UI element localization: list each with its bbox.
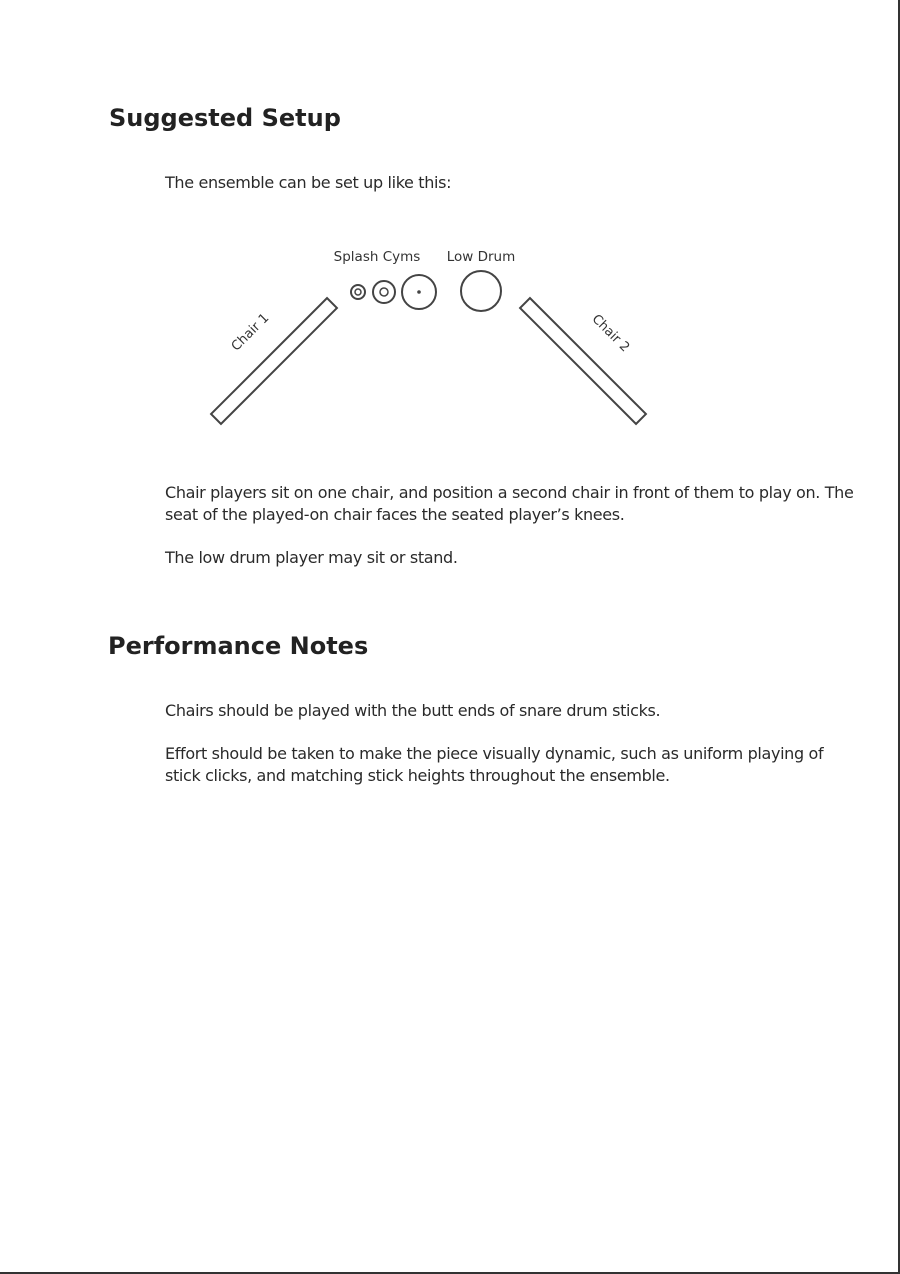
chair-2-label: Chair 2 bbox=[588, 311, 633, 356]
chair-2-shape bbox=[520, 298, 646, 424]
butt-ends-text: Chairs should be played with the butt ends of snare drum sticks. bbox=[165, 701, 661, 720]
low-drum-shape bbox=[461, 271, 501, 311]
splash-cyms-label: Splash Cyms bbox=[333, 249, 421, 265]
setup-intro-text: The ensemble can be set up like this: bbox=[165, 173, 452, 192]
suggested-setup-heading: Suggested Setup bbox=[109, 104, 341, 132]
low-drum-label: Low Drum bbox=[446, 249, 516, 265]
splash-cymbal-small bbox=[351, 285, 365, 299]
visually-dynamic-text: Effort should be taken to make the piece visually dynamic, such as uniform playing of stick clicks, and matching stick heights throughout the ensemble. bbox=[165, 744, 824, 785]
setup-diagram bbox=[0, 0, 900, 460]
splash-cymbal-large bbox=[402, 275, 436, 309]
low-drum-player-text: The low drum player may sit or stand. bbox=[165, 548, 458, 567]
chair-1-label: Chair 1 bbox=[228, 310, 273, 355]
chair-1-shape bbox=[211, 298, 337, 424]
chair-players-text: Chair players sit on one chair, and position a second chair in front of them to play on. The seat of the played-on chair faces the seated player’s knees. bbox=[165, 483, 854, 524]
performance-notes-heading: Performance Notes bbox=[108, 632, 369, 660]
splash-cymbal-medium bbox=[373, 281, 395, 303]
